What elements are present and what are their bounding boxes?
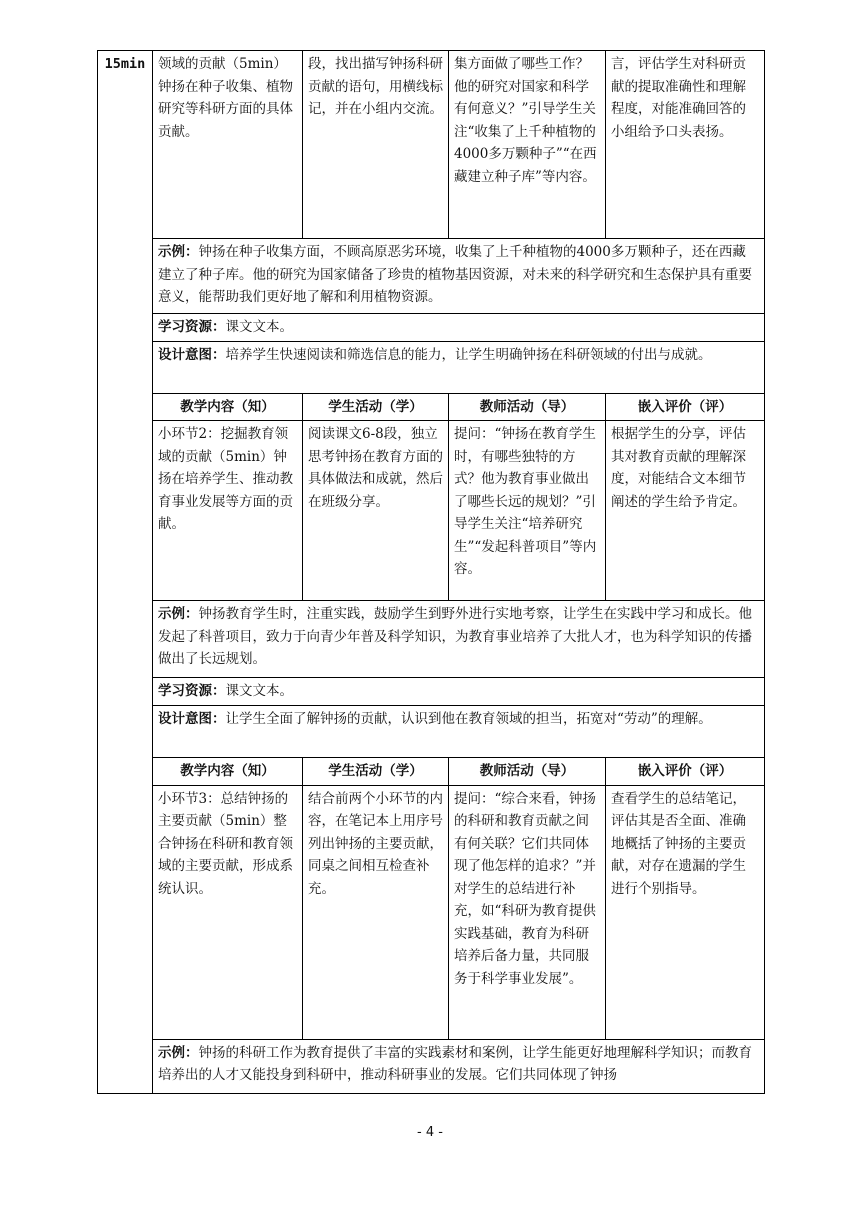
example-text: 钟扬教育学生时，注重实践，鼓励学生到野外进行实地考察，让学生在实践中学习和成长。他发起了科普项目，致力于向青少年普及科学知识，为教育事业培养了大批人才，也为科学知识的传播做出了长远规划。 bbox=[158, 606, 752, 667]
header-evaluation: 嵌入评价（评） bbox=[606, 758, 765, 786]
example-row bbox=[98, 601, 765, 678]
example-row bbox=[98, 1039, 765, 1093]
evaluation-cell: 言，评估学生对科研贡献的提取准确性和理解程度，对能准确回答的小组给予口头表扬。 bbox=[606, 51, 765, 239]
intent-text: 让学生全面了解钟扬的贡献，认识到他在教育领域的担当，拓宽对“劳动”的理解。 bbox=[225, 711, 712, 727]
example-label: 示例： bbox=[158, 606, 199, 622]
intent-label: 设计意图： bbox=[158, 711, 226, 727]
student-activity-cell: 阅读课文6-8段，独立思考钟扬在教育方面的具体做法和成就，然后在班级分享。 bbox=[303, 421, 449, 601]
resource-label: 学习资源： bbox=[158, 683, 226, 699]
header-teacher: 教师活动（导） bbox=[449, 758, 606, 786]
header-student: 学生活动（学） bbox=[303, 393, 449, 421]
lesson-plan-table bbox=[97, 50, 765, 1094]
resource-cell bbox=[153, 314, 765, 342]
resource-row bbox=[98, 678, 765, 706]
example-cell bbox=[153, 1039, 765, 1093]
resource-cell bbox=[153, 678, 765, 706]
intent-row bbox=[98, 341, 765, 393]
evaluation-cell: 根据学生的分享，评估其对教育贡献的理解深度，对能结合文本细节阐述的学生给予肯定。 bbox=[606, 421, 765, 601]
example-text: 钟扬在种子收集方面，不顾高原恶劣环境，收集了上千种植物的4000多万颗种子，还在西藏建立了种子库。他的研究为国家储备了珍贵的植物基因资源，对未来的科学研究和生态保护具有重要意义，能帮助我们更好地了解和利用植物资源。 bbox=[158, 244, 752, 305]
content-cell: 小环节3：总结钟扬的主要贡献（5min）整合钟扬在科研和教育领域的主要贡献，形成系统认识。 bbox=[153, 785, 303, 1039]
example-cell bbox=[153, 601, 765, 678]
intent-text: 培养学生快速阅读和筛选信息的能力，让学生明确钟扬在科研领域的付出与成就。 bbox=[225, 346, 712, 363]
intent-label: 设计意图： bbox=[158, 346, 226, 363]
student-activity-cell: 结合前两个小环节的内容，在笔记本上用序号列出钟扬的主要贡献，同桌之间相互检查补充。 bbox=[303, 785, 449, 1039]
teacher-activity-cell: 提问：“综合来看，钟扬的科研和教育贡献之间有何关联？它们共同体现了他怎样的追求？”并对学生的总结进行补充，如“科研为教育提供实践基础，教育为科研培养后备力量，共同服务于科学事业发展”。 bbox=[449, 785, 606, 1039]
teacher-activity-cell: 提问：“钟扬在教育学生时，有哪些独特的方式？他为教育事业做出了哪些长远的规划？”引导学生关注“培养研究生”“发起科普项目”等内容。 bbox=[449, 421, 606, 601]
content-cell: 小环节2：挖掘教育领域的贡献（5min）钟扬在培养学生、推动教育事业发展等方面的贡献。 bbox=[153, 421, 303, 601]
student-activity-cell: 段，找出描写钟扬科研贡献的语句，用横线标记，并在小组内交流。 bbox=[303, 51, 449, 239]
header-row bbox=[98, 393, 765, 421]
header-evaluation: 嵌入评价（评） bbox=[606, 393, 765, 421]
content-cell: 领域的贡献（5min）钟扬在种子收集、植物研究等科研方面的具体贡献。 bbox=[153, 51, 303, 239]
header-content: 教学内容（知） bbox=[153, 393, 303, 421]
header-row bbox=[98, 758, 765, 786]
time-cell: 15min bbox=[98, 51, 153, 1094]
table-row bbox=[98, 421, 765, 601]
resource-text: 课文文本。 bbox=[225, 319, 293, 335]
teacher-activity-cell: 集方面做了哪些工作？他的研究对国家和科学有何意义？”引导学生关注“收集了上千种植物的4000多万颗种子”“在西藏建立种子库”等内容。 bbox=[449, 51, 606, 239]
resource-label: 学习资源： bbox=[158, 319, 226, 335]
example-label: 示例： bbox=[158, 1044, 199, 1061]
header-teacher: 教师活动（导） bbox=[449, 393, 606, 421]
page-number: - 4 - bbox=[417, 1125, 443, 1140]
intent-cell bbox=[153, 341, 765, 393]
intent-cell bbox=[153, 706, 765, 758]
example-text: 钟扬的科研工作为教育提供了丰富的实践素材和案例，让学生能更好地理解科学知识；而教育培养出的人才又能投身到科研中，推动科研事业的发展。它们共同体现了钟扬 bbox=[158, 1044, 752, 1083]
example-label: 示例： bbox=[158, 244, 199, 260]
table-row bbox=[98, 51, 765, 239]
example-row bbox=[98, 239, 765, 314]
table-row bbox=[98, 785, 765, 1039]
intent-row bbox=[98, 706, 765, 758]
header-content: 教学内容（知） bbox=[153, 758, 303, 786]
evaluation-cell: 查看学生的总结笔记，评估其是否全面、准确地概括了钟扬的主要贡献，对存在遗漏的学生进行个别指导。 bbox=[606, 785, 765, 1039]
header-student: 学生活动（学） bbox=[303, 758, 449, 786]
resource-text: 课文文本。 bbox=[225, 683, 293, 699]
example-cell bbox=[153, 239, 765, 314]
resource-row bbox=[98, 314, 765, 342]
lesson-plan-sheet bbox=[97, 50, 764, 1098]
